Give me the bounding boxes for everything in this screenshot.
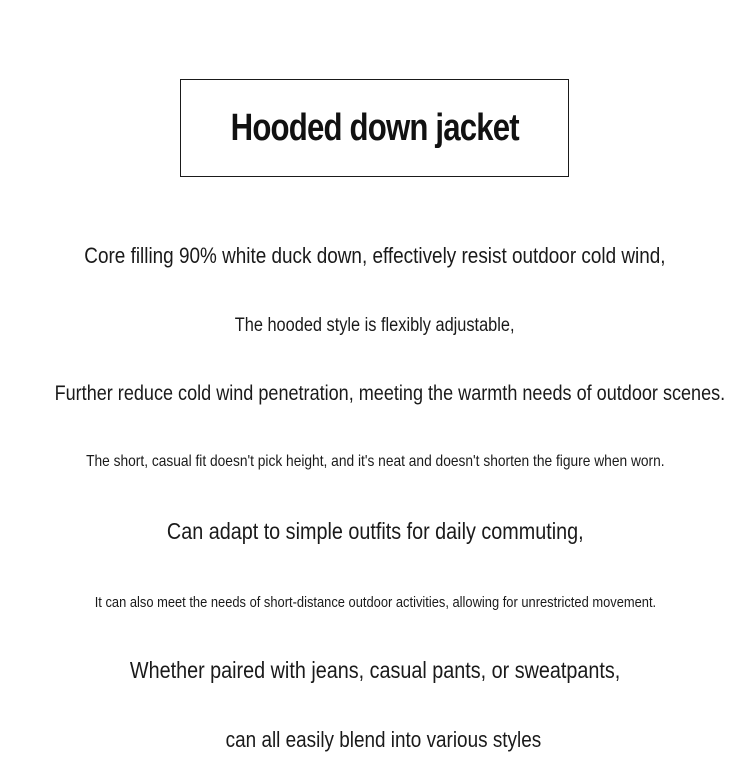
description-line-6-text: It can also meet the needs of short-distance outdoor activities, allowing for unrestricted movement.: [94, 594, 656, 611]
description-line-1-text: Core filling 90% white duck down, effectively resist outdoor cold wind,: [84, 243, 666, 268]
description-line-3-text: Further reduce cold wind penetration, meeting the warmth needs of outdoor scenes.: [54, 382, 726, 405]
description-line-5-text: Can adapt to simple outfits for daily commuting,: [166, 518, 584, 544]
description-line-8-text: can all easily blend into various styles: [225, 727, 541, 752]
description-line-5: [0, 518, 750, 545]
description-line-2-text: The hooded style is flexibly adjustable,: [235, 315, 515, 336]
description-line-7: [0, 657, 750, 684]
description-line-8: [8, 727, 750, 753]
description-line-6: [0, 594, 750, 611]
page-title: Hooded down jacket: [230, 106, 519, 149]
description-line-1: [0, 243, 750, 269]
description-line-7-text: Whether paired with jeans, casual pants, or sweatpants,: [129, 657, 621, 683]
description-line-4: [0, 453, 750, 471]
description-line-4-text: The short, casual fit doesn't pick height, and it's neat and doesn't shorten the figure when worn.: [85, 453, 665, 470]
description-line-2: [0, 315, 750, 337]
description-line-3: [0, 382, 750, 406]
title-box: [180, 79, 569, 177]
